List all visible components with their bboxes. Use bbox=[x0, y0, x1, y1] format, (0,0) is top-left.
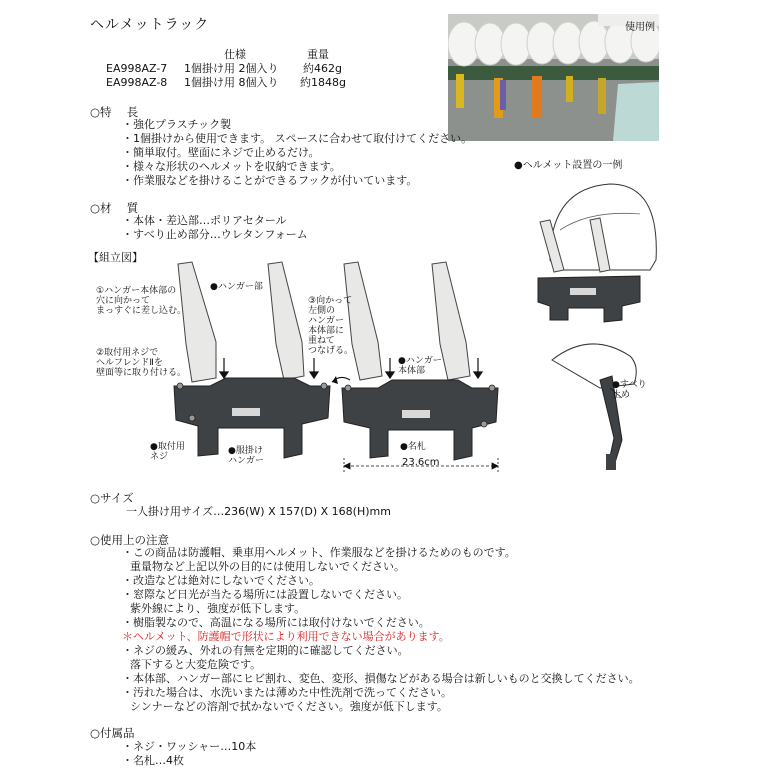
feature-item-4: ・様々な形状のヘルメットを収納できます。 bbox=[122, 160, 341, 173]
material-heading: ○材 質 bbox=[90, 201, 139, 215]
accessory-item-2: ・名札…4枚 bbox=[122, 754, 184, 767]
size-heading: ○サイズ bbox=[90, 491, 134, 505]
accessories-heading: ○付属品 bbox=[90, 726, 135, 740]
caution-item: ・樹脂製なので、高温になる場所には取付けないでください。 bbox=[122, 616, 430, 629]
usage-photo bbox=[448, 14, 659, 141]
hanger-part-label: ●ハンガー部 bbox=[210, 282, 263, 292]
clothes-hanger-label: ●服掛け ハンガー bbox=[228, 446, 265, 466]
nameplate-label: ●名札 bbox=[400, 442, 426, 452]
assembly-heading: 【組立図】 bbox=[88, 251, 143, 264]
page-title: ヘルメットラック bbox=[90, 17, 210, 33]
spec-row-1-code: EA998AZ-7 bbox=[106, 62, 168, 75]
material-item-1: ・本体・差込部…ポリアセタール bbox=[122, 214, 287, 227]
install-diagram bbox=[530, 170, 670, 478]
feature-item-3: ・簡単取付。壁面にネジで止めるだけ。 bbox=[122, 146, 320, 159]
caution-item: シンナーなどの溶剤で拭かないでください。強度が低下します。 bbox=[130, 700, 448, 713]
caution-item: 重量物など上記以外の目的には使用しないでください。 bbox=[130, 560, 405, 573]
screw-5 bbox=[189, 415, 195, 421]
caution-item: ・改造などは絶対にしないでください。 bbox=[122, 574, 320, 587]
caution-item: ・本体部、ハンガー部にヒビ割れ、変色、変形、損傷などがある場合は新しいものと交換してください。 bbox=[122, 672, 640, 685]
screw-1 bbox=[177, 383, 183, 389]
caution-item: 落下すると大変危険です。 bbox=[130, 658, 262, 671]
material-item-2: ・すべり止め部分…ウレタンフォーム bbox=[122, 228, 308, 241]
feature-item-2: ・1個掛けから使用できます。 スペースに合わせて取付けてください。 bbox=[122, 132, 473, 145]
size-text: 一人掛け用サイズ…236(W) X 157(D) X 168(H)mm bbox=[126, 505, 391, 518]
screw-4 bbox=[489, 385, 495, 391]
caution-item: ＊ヘルメット、防護帽で形状により利用できない場合があります。 bbox=[122, 630, 450, 643]
step2-text: ②取付用ネジで ヘルフレンドⅡを 壁面等に取り付ける。 bbox=[96, 348, 187, 378]
spec-row-2-code: EA998AZ-8 bbox=[106, 76, 168, 89]
caution-item: ・この商品は防護帽、乗車用ヘルメット、作業服などを掛けるためのものです。 bbox=[122, 546, 516, 559]
caution-item: ・ネジの緩み、外れの有無を定期的に確認してください。 bbox=[122, 644, 409, 657]
spec-row-1-weight: 約462g bbox=[303, 62, 342, 75]
cautions-heading: ○使用上の注意 bbox=[90, 533, 170, 547]
install-example-label: ●ヘルメット設置の一例 bbox=[514, 160, 623, 171]
step1-text: ①ハンガー本体部の 穴に向かって まっすぐに差し込む。 bbox=[96, 286, 187, 316]
feature-item-1: ・強化プラスチック製 bbox=[122, 118, 232, 131]
screw-3 bbox=[345, 385, 351, 391]
step3-text: ③向かって 左側の ハンガー 本体部に 重ねて つなげる。 bbox=[308, 296, 354, 356]
hanger-arm-2 bbox=[268, 262, 304, 380]
spec-row-1-spec: 1個掛け用 2個入り bbox=[184, 62, 279, 75]
accessory-item-1: ・ネジ・ワッシャー…10本 bbox=[122, 740, 257, 753]
spec-header-weight: 重量 bbox=[307, 48, 329, 61]
spec-header-spec: 仕様 bbox=[224, 48, 246, 61]
usage-photo-label: 使用例 bbox=[625, 22, 655, 33]
hanger-body-label: ●ハンガー 本体部 bbox=[398, 356, 442, 376]
caution-item: 紫外線により、強度が低下します。 bbox=[130, 602, 306, 615]
dimension-label: 23.6cm bbox=[402, 457, 440, 468]
nameplate-right bbox=[402, 410, 430, 418]
features-heading: ○特 長 bbox=[90, 105, 139, 119]
install-rack-body bbox=[538, 276, 640, 322]
nameplate-left bbox=[232, 408, 260, 416]
nonslip-label: ●すべり 止め bbox=[612, 380, 647, 400]
screw-6 bbox=[481, 421, 487, 427]
usage-photo-illustration bbox=[448, 14, 659, 141]
caution-item: ・窓際など日光が当たる場所には設置しないでください。 bbox=[122, 588, 408, 601]
screw-label: ●取付用 ネジ bbox=[150, 442, 185, 462]
feature-item-5: ・作業服などを掛けることができるフックが付いています。 bbox=[122, 174, 418, 187]
caution-item: ・汚れた場合は、水洗いまたは薄めた中性洗剤で洗ってください。 bbox=[122, 686, 452, 699]
spec-row-2-weight: 約1848g bbox=[300, 76, 346, 89]
spec-row-2-spec: 1個掛け用 8個入り bbox=[184, 76, 279, 89]
screw-2 bbox=[321, 383, 327, 389]
